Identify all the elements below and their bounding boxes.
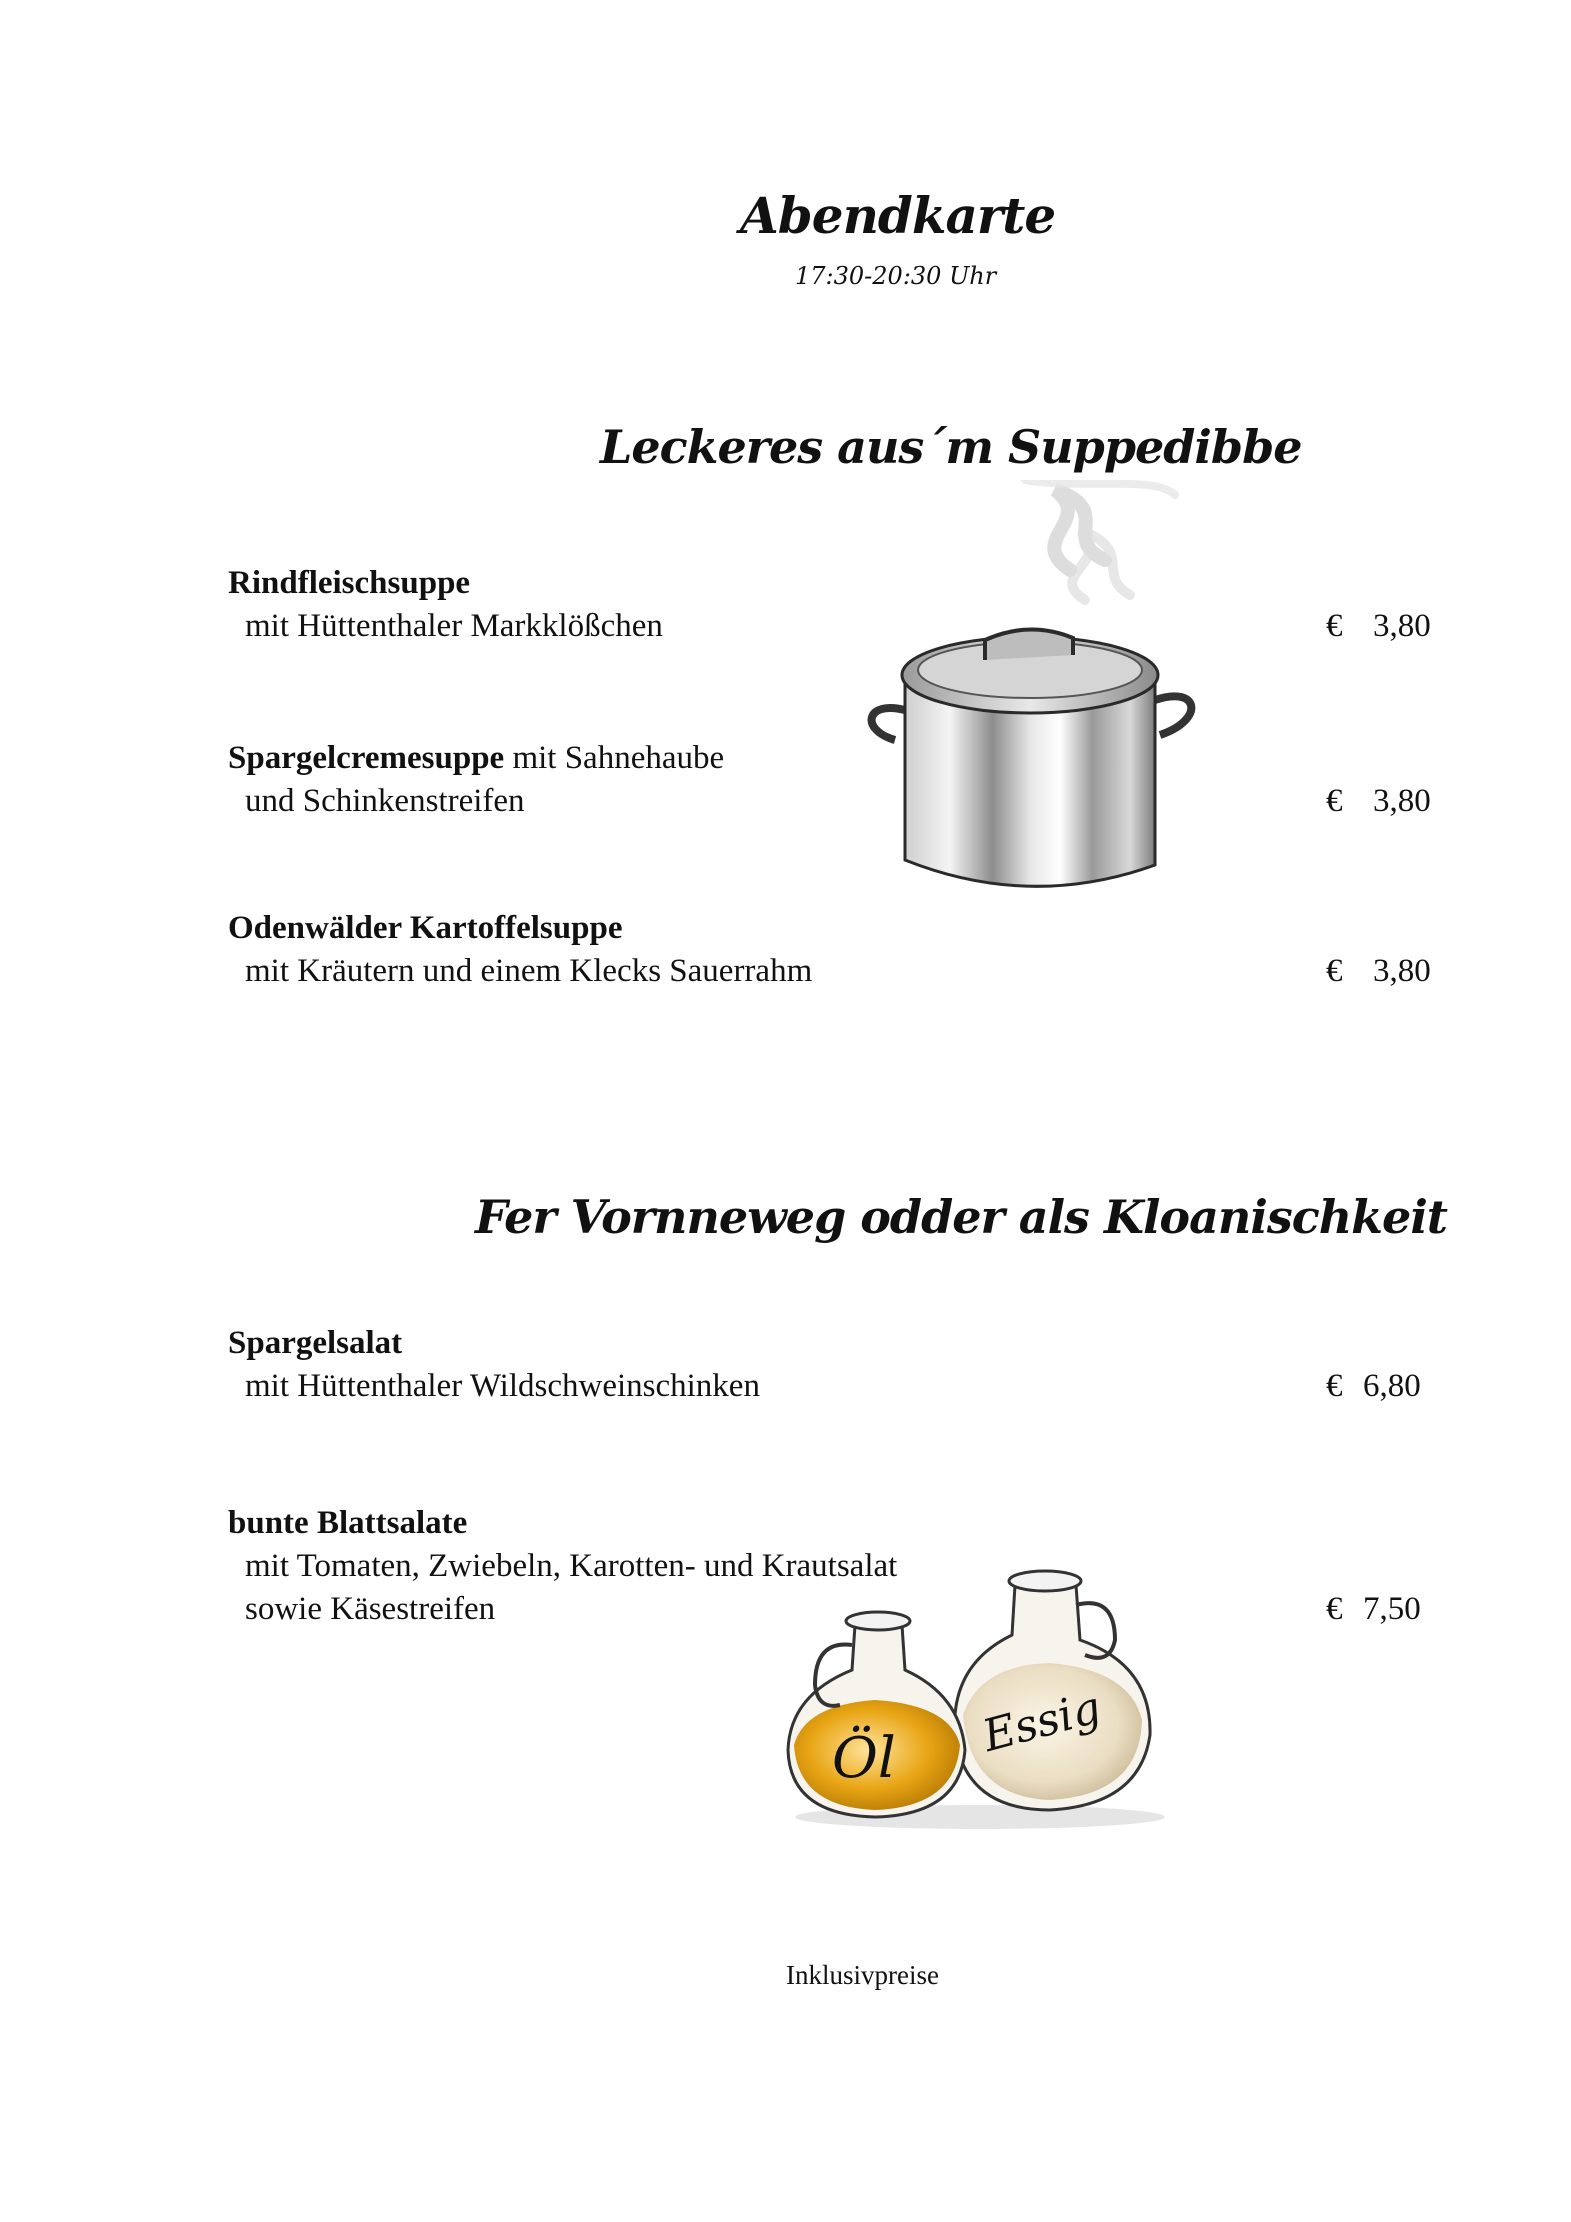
- item-description: und Schinkenstreifen: [245, 783, 525, 819]
- item-description: mit Tomaten, Zwiebeln, Karotten- und Krautsalat: [245, 1548, 898, 1584]
- item-price: [1326, 1588, 1421, 1631]
- item-name: Odenwälder Kartoffelsuppe: [228, 910, 623, 946]
- item-name: bunte Blattsalate: [228, 1505, 468, 1541]
- item-name-suffix: mit Sahnehaube: [504, 740, 725, 776]
- price-value: 3,80: [1373, 608, 1431, 644]
- item-price: [1326, 950, 1431, 993]
- vinegar-label: Essig: [977, 1681, 1107, 1763]
- currency-symbol: €: [1326, 1368, 1343, 1404]
- item-description: mit Hüttenthaler Markklößchen: [245, 608, 663, 644]
- menu-item: [228, 737, 724, 823]
- currency-symbol: €: [1326, 783, 1343, 819]
- currency-symbol: €: [1326, 953, 1343, 989]
- item-name: Spargelcremesuppe: [228, 740, 505, 776]
- currency-symbol: €: [1326, 1591, 1343, 1627]
- item-price: [1326, 780, 1431, 823]
- oil-label: Öl: [832, 1726, 896, 1791]
- opening-hours: 17:30-20:30 Uhr: [795, 262, 997, 290]
- menu-item: [228, 1322, 760, 1408]
- section-title-starters: Fer Vornneweg odder als Kloanischkeit: [475, 1190, 1448, 1244]
- item-price: [1326, 1365, 1421, 1408]
- oil-vinegar-bottles-icon: [780, 1545, 1180, 1835]
- item-description: sowie Käsestreifen: [245, 1591, 496, 1627]
- section-title-soups: Leckeres aus´m Suppedibbe: [600, 420, 1302, 474]
- currency-symbol: €: [1326, 608, 1343, 644]
- footer-note: Inklusivpreise: [786, 1960, 939, 1990]
- menu-item: [228, 562, 663, 648]
- cooking-pot-icon: [855, 480, 1235, 910]
- price-value: 3,80: [1373, 783, 1431, 819]
- item-name: Spargelsalat: [228, 1325, 403, 1361]
- item-description: mit Hüttenthaler Wildschweinschinken: [245, 1368, 760, 1404]
- menu-title: Abendkarte: [740, 186, 1056, 245]
- price-value: 6,80: [1363, 1368, 1421, 1404]
- item-name: Rindfleischsuppe: [228, 565, 471, 601]
- menu-item: [228, 907, 812, 993]
- item-description: mit Kräutern und einem Klecks Sauerrahm: [245, 953, 813, 989]
- item-price: [1326, 605, 1431, 648]
- price-value: 3,80: [1373, 953, 1431, 989]
- price-value: 7,50: [1363, 1591, 1421, 1627]
